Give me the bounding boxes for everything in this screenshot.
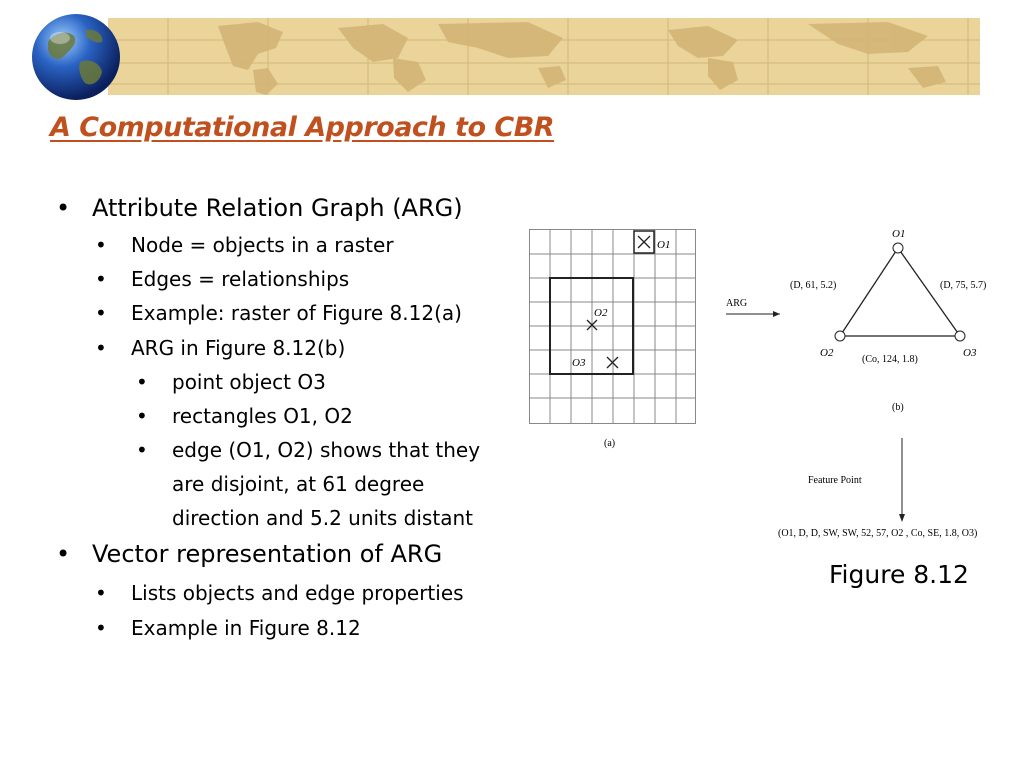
- edge-label-o2-o3: (Co, 124, 1.8): [862, 354, 918, 365]
- bullet-text: Node = objects in a raster: [131, 233, 394, 257]
- bullet-glyph: •: [95, 233, 107, 257]
- o1-mark: [638, 236, 650, 248]
- node-o3: [955, 331, 965, 341]
- bullet-glyph: •: [136, 370, 148, 394]
- bullet-glyph: •: [95, 581, 107, 605]
- bullet-glyph: •: [95, 616, 107, 640]
- bullet-text: Vector representation of ARG: [92, 540, 443, 568]
- bullet-lists-objects: [95, 581, 464, 605]
- bullet-text: Attribute Relation Graph (ARG): [92, 194, 463, 222]
- label-o2: O2: [594, 307, 608, 319]
- node-label-o1: O1: [892, 228, 906, 240]
- bullet-arg: [56, 194, 463, 222]
- edge-label-o1-o2: (D, 61, 5.2): [790, 280, 837, 291]
- arrow-head: [773, 311, 780, 317]
- bullet-continuation: direction and 5.2 units distant: [172, 506, 473, 530]
- bullet-rectangles: [136, 404, 353, 428]
- bullet-glyph: •: [136, 404, 148, 428]
- bullet-text: Lists objects and edge properties: [131, 581, 464, 605]
- bullet-edge-desc: [136, 438, 481, 462]
- figure-caption: Figure 8.12: [829, 560, 969, 589]
- bullet-text: rectangles O1, O2: [172, 404, 353, 428]
- bullet-glyph: •: [56, 540, 71, 568]
- figure-b-sublabel: (b): [892, 402, 904, 413]
- node-o1: [893, 243, 903, 253]
- bullet-vector: [56, 540, 443, 568]
- arg-arrow-label: ARG: [726, 298, 748, 309]
- bullet-continuation: are disjoint, at 61 degree: [172, 472, 425, 496]
- node-label-o2: O2: [820, 347, 834, 359]
- bullet-glyph: •: [136, 438, 148, 462]
- bullet-text: Edges = relationships: [131, 267, 350, 291]
- node-label-o3: O3: [963, 347, 977, 359]
- bullet-point-object: [136, 370, 326, 394]
- bullet-arg-figure: [95, 336, 346, 360]
- bullet-glyph: •: [95, 336, 107, 360]
- bullet-text: point object O3: [172, 370, 326, 394]
- map-banner: [108, 18, 980, 95]
- edge-label-o1-o3: (D, 75, 5.7): [940, 280, 987, 291]
- bullet-glyph: •: [95, 267, 107, 291]
- figure-a-raster: [528, 228, 700, 456]
- feature-point-label: Feature Point: [808, 475, 862, 486]
- label-o1: O1: [657, 239, 671, 251]
- node-o2: [835, 331, 845, 341]
- label-o3: O3: [572, 357, 586, 369]
- globe-icon: [30, 12, 122, 102]
- slide-title: A Computational Approach to CBR: [50, 112, 555, 143]
- feature-vector: (O1, D, D, SW, SW, 52, 57, O2 , Co, SE, 1.8, O3): [778, 528, 978, 539]
- figure-b-arg: [720, 222, 1024, 546]
- bullet-text: edge (O1, O2) shows that they: [172, 438, 481, 462]
- bullet-glyph: •: [95, 301, 107, 325]
- bullet-text: ARG in Figure 8.12(b): [131, 336, 346, 360]
- bullet-example-raster: [95, 301, 462, 325]
- bullet-node: [95, 233, 394, 257]
- bullet-text: Example: raster of Figure 8.12(a): [131, 301, 462, 325]
- bullet-example-figure: [95, 616, 361, 640]
- arrow-head: [899, 514, 905, 522]
- bullet-glyph: •: [56, 194, 71, 222]
- bullet-text: Example in Figure 8.12: [131, 616, 361, 640]
- figure-a-sublabel: (a): [604, 438, 616, 449]
- bullet-edges: [95, 267, 350, 291]
